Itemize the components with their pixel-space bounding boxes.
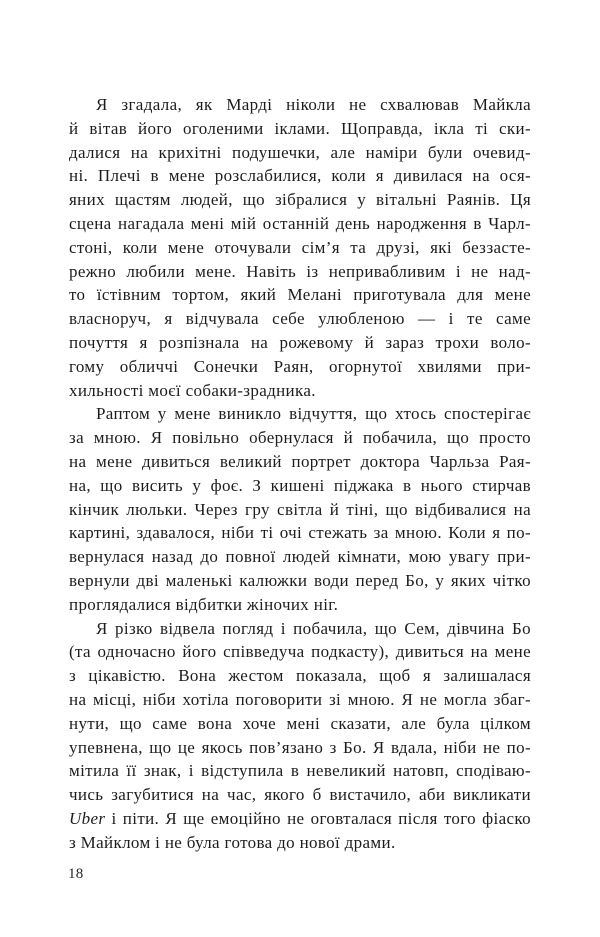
text-run: Раптом у мене виникло відчуття, що хтось спостерігає (96, 404, 531, 424)
text-line (69, 807, 531, 831)
text-line (69, 355, 531, 379)
text-run: ні. Плечі в мене розслабилися, коли я дивилася на ося- (69, 166, 531, 186)
text-line (69, 688, 531, 712)
text-run: за мною. Я повільно обернулася й побачила, що просто (69, 428, 531, 448)
text-line (69, 617, 531, 641)
text-run: і піти. Я ще емоційно не оговталася після того фіаско (105, 808, 531, 828)
text-line (69, 593, 531, 617)
paragraph (69, 617, 531, 855)
text-run: мітила її знак, і відступила в невеликий натовп, сподіваю- (69, 761, 531, 781)
text-line (69, 188, 531, 212)
text-line (69, 212, 531, 236)
text-line (69, 569, 531, 593)
text-run: й вітав його оголеними іклами. Щоправда, ікла ті ски- (69, 118, 531, 138)
page-text (69, 93, 531, 855)
italic-text-run: Uber (69, 808, 106, 828)
text-line (69, 93, 531, 117)
text-line (69, 783, 531, 807)
text-line (69, 640, 531, 664)
text-run: з Майклом і не була готова до нової драми. (69, 832, 396, 852)
text-run: то їстівним тортом, який Мелані приготувала для мене (69, 285, 531, 305)
text-run: на, що висить у фоє. З кишені піджака в нього стирчав (69, 475, 531, 495)
text-run: вернулася назад до повної людей кімнати, мою увагу при- (69, 547, 531, 567)
page-number: 18 (68, 866, 84, 882)
text-line (69, 759, 531, 783)
text-line (69, 164, 531, 188)
text-run: яних щастям людей, що зібралися у вітальні Раянів. Ця (69, 190, 531, 210)
text-line (69, 426, 531, 450)
text-run: вернули дві маленькі калюжки води перед Бо, у яких чітко (69, 570, 531, 590)
text-line (69, 545, 531, 569)
text-run: Я різко відвела погляд і побачила, що Сем, дівчина Бо (96, 618, 531, 638)
paragraph (69, 93, 531, 402)
text-line (69, 474, 531, 498)
text-line (69, 331, 531, 355)
text-run: Я згадала, як Марді ніколи не схвалював Майкла (96, 95, 531, 114)
text-line (69, 260, 531, 284)
text-line (69, 498, 531, 522)
text-line (69, 307, 531, 331)
text-line (69, 521, 531, 545)
text-run: хильності моєї собаки-зрадника. (69, 380, 316, 400)
text-run: чись загубитися на час, якого б вистачило, аби викликати (69, 785, 531, 805)
text-run: власноруч, я відчувала себе улюбленою — і те саме (69, 309, 531, 329)
text-run: почуття я розпізнала на рожевому й зараз трохи воло- (69, 332, 531, 352)
text-line (69, 831, 531, 855)
text-line (69, 379, 531, 403)
text-run: стоні, коли мене оточували сім’я та друзі, які беззасте- (69, 237, 531, 257)
text-line (69, 141, 531, 165)
text-run: з цікавістю. Вона жестом показала, щоб я залишалася (69, 666, 531, 686)
text-line (69, 402, 531, 426)
text-run: картині, здавалося, ніби ті очі стежать за мною. Коли я по- (69, 523, 531, 543)
text-line (69, 236, 531, 260)
text-run: сцена нагадала мені мій останній день народження в Чарл- (69, 213, 531, 233)
text-run: нути, що саме вона хоче мені сказати, але була цілком (69, 713, 531, 733)
text-run: далися на крихітні подушечки, але наміри були очевид- (69, 142, 531, 162)
text-line (69, 283, 531, 307)
text-run: режно любили мене. Навіть із непривабливим і не над- (69, 261, 531, 281)
text-line (69, 450, 531, 474)
text-run: (та одночасно його співведуча подкасту), дивиться на мене (69, 642, 531, 662)
text-run: гому обличчі Сонечки Раян, огорнутої хвилями при- (69, 356, 531, 376)
text-line (69, 712, 531, 736)
paragraph (69, 402, 531, 616)
text-line (69, 117, 531, 141)
text-run: упевнена, що це якось пов’язано з Бо. Я вдала, ніби не по- (69, 737, 531, 757)
text-line (69, 736, 531, 760)
text-run: проглядалися відбитки жіночих ніг. (69, 594, 339, 614)
text-run: кінчик люльки. Через гру світла й тіні, що відбивалися на (69, 499, 531, 519)
text-run: на місці, ніби хотіла поговорити зі мною. Я не могла збаг- (69, 689, 531, 709)
text-run: на мене дивиться великий портрет доктора Чарльза Рая- (69, 451, 531, 471)
text-line (69, 664, 531, 688)
